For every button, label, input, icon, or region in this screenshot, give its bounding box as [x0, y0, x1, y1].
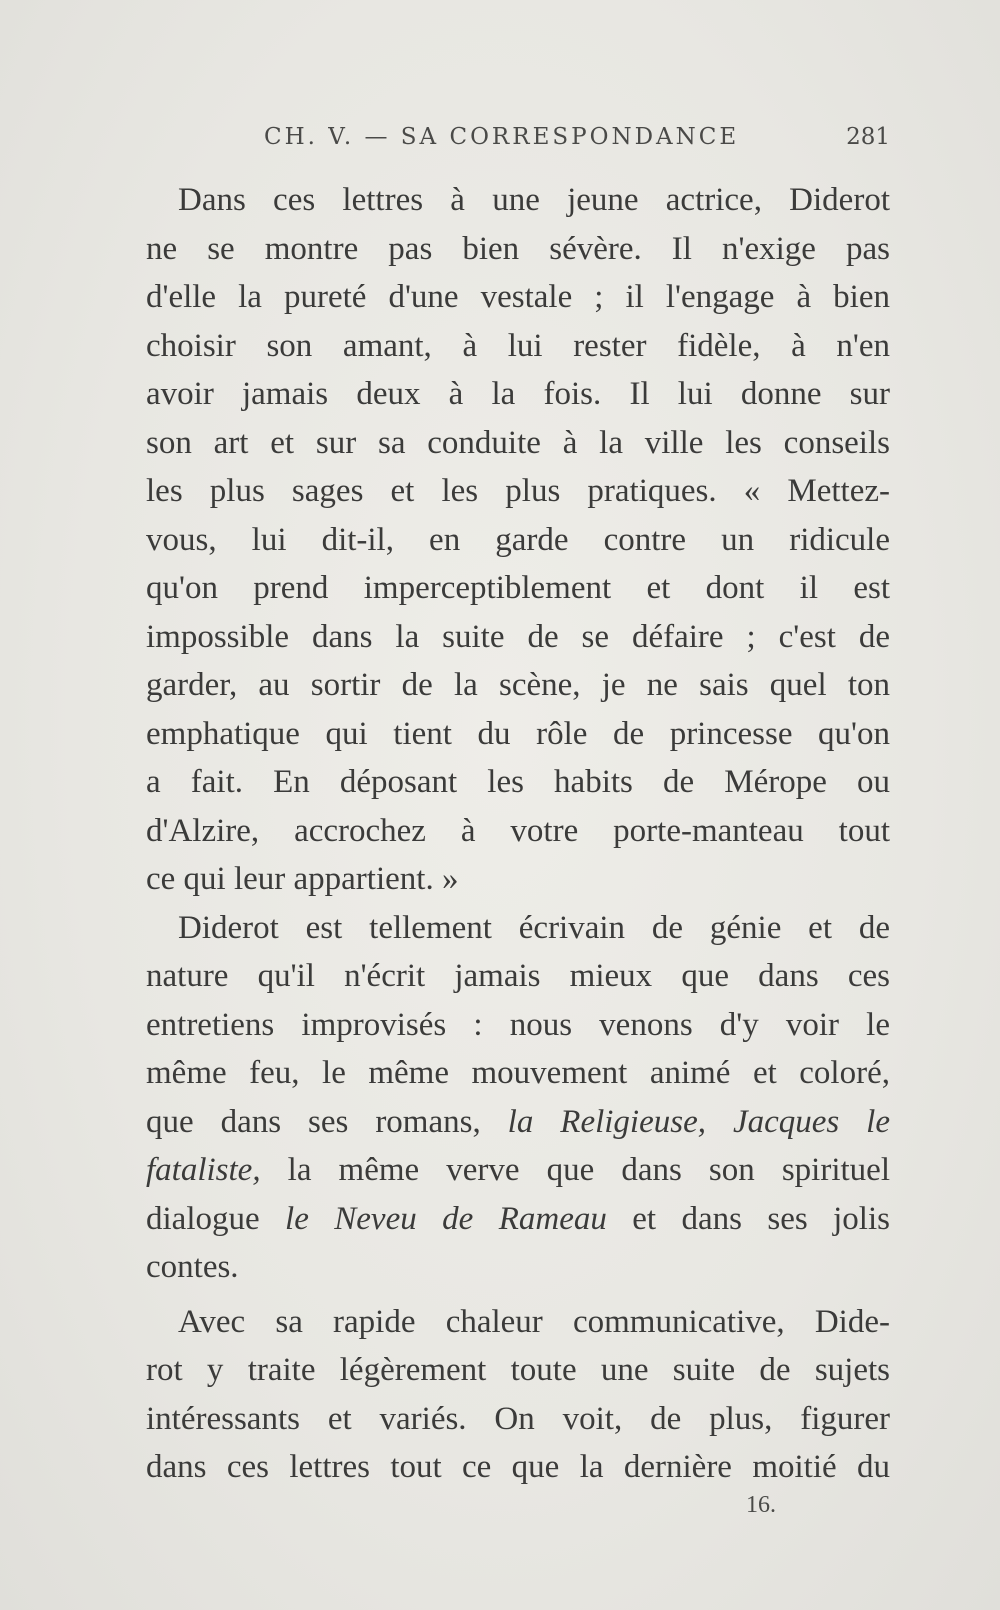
text-run: dialogue	[146, 1200, 286, 1237]
text-line: intéressants et variés. On voit, de plus, figurer	[146, 1400, 890, 1437]
signature-mark: 16.	[746, 1492, 776, 1518]
text-line: entretiens improvisés : nous venons d'y voir le	[146, 1006, 890, 1043]
italic-title: la Religieuse, Jacques le	[507, 1103, 890, 1140]
text-line: vous, lui dit-il, en garde contre un ridicule	[146, 521, 890, 558]
text-line: son art et sur sa conduite à la ville les conseils	[146, 424, 890, 461]
running-title: CH. V. — SA CORRESPONDANCE	[264, 124, 740, 150]
text-line: choisir son amant, à lui rester fidèle, à n'en	[146, 327, 890, 364]
page-number: 281	[846, 124, 890, 150]
italic-title: le Neveu de Rameau	[285, 1200, 607, 1237]
text-line: emphatique qui tient du rôle de princesse qu'on	[146, 715, 890, 752]
text-line: dans ces lettres tout ce que la dernière moitié du	[146, 1449, 890, 1485]
text-line: d'Alzire, accrochez à votre porte-manteau tout	[146, 812, 890, 849]
paragraph-3	[146, 1298, 890, 1492]
paragraph-1	[146, 176, 890, 904]
text-line: les plus sages et les plus pratiques. « Mettez-	[146, 473, 890, 509]
italic-title: fataliste,	[146, 1152, 261, 1188]
text-run: que dans ses romans,	[146, 1103, 508, 1140]
text-line: d'elle la pureté d'une vestale ; il l'engage à bien	[146, 279, 890, 315]
text-line: impossible dans la suite de se défaire ; c'est de	[146, 618, 890, 655]
text-line: garder, au sortir de la scène, je ne sais quel ton	[146, 667, 890, 703]
text-line: Dans ces lettres à une jeune actrice, Diderot	[178, 182, 890, 218]
text-line	[146, 1195, 890, 1244]
text-line: ce qui leur appartient. »	[146, 861, 459, 897]
text-line: contes.	[146, 1249, 239, 1285]
text-line: ne se montre pas bien sévère. Il n'exige pas	[146, 230, 890, 267]
text-line: avoir jamais deux à la fois. Il lui donne sur	[146, 376, 890, 412]
text-run: et dans ses jolis	[606, 1200, 890, 1237]
running-head	[146, 118, 890, 158]
body-text	[146, 176, 890, 1492]
text-line	[146, 1098, 890, 1147]
text-line	[146, 1146, 890, 1195]
text-run: la même verve que dans son spirituel	[260, 1152, 890, 1188]
text-line: nature qu'il n'écrit jamais mieux que dans ces	[146, 958, 890, 994]
text-line: Diderot est tellement écrivain de génie et de	[178, 909, 890, 946]
text-line: même feu, le même mouvement animé et coloré,	[146, 1055, 890, 1091]
text-line: Avec sa rapide chaleur communicative, Dide-	[178, 1303, 890, 1340]
text-line: a fait. En déposant les habits de Mérope ou	[146, 764, 890, 800]
text-line: qu'on prend imperceptiblement et dont il est	[146, 570, 890, 606]
text-line: rot y traite légèrement toute une suite de sujets	[146, 1352, 890, 1388]
paragraph-2	[146, 904, 890, 1292]
